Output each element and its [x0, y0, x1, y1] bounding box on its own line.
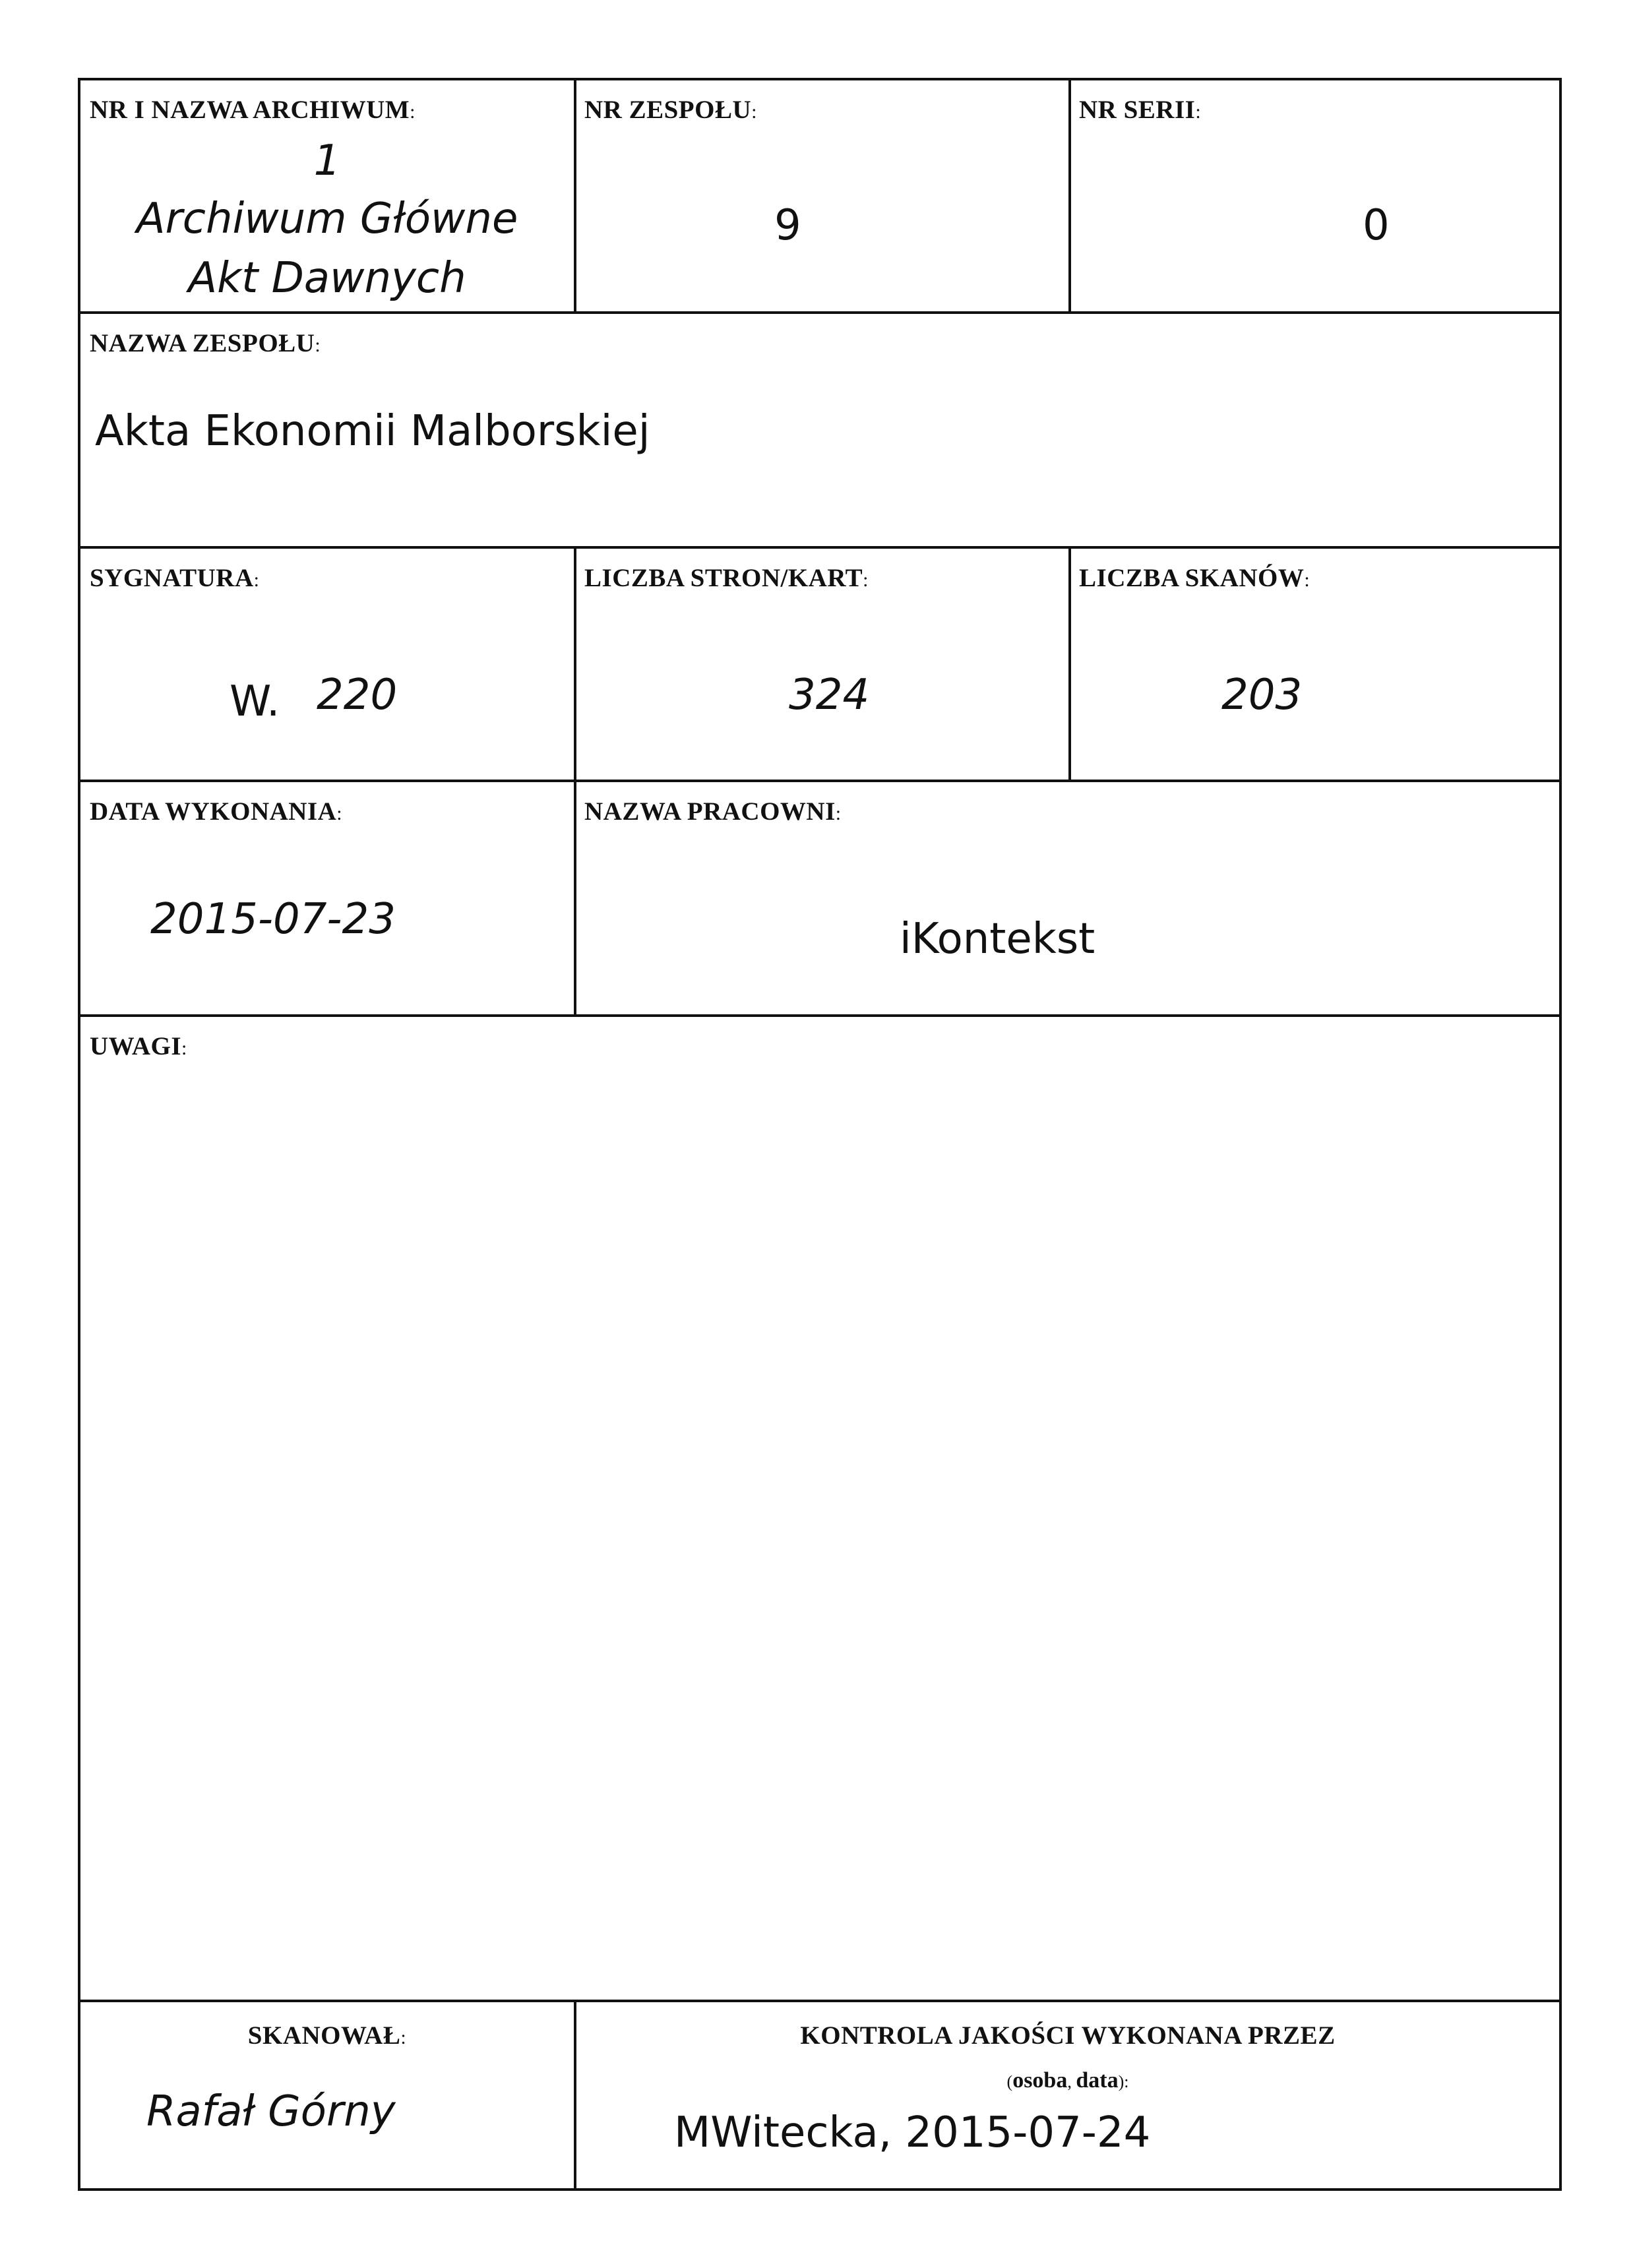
- signature-cell: [80, 549, 574, 780]
- workshop-label: [584, 797, 842, 826]
- quality-control-cell: [576, 2002, 1559, 2191]
- quality-control-date-label: data: [1076, 2068, 1119, 2093]
- quality-control-close-paren: ):: [1118, 2072, 1129, 2091]
- execution-date-value: 2015-07-23: [150, 895, 396, 944]
- scan-count-value: 203: [1221, 671, 1303, 720]
- fonds-name-label-colon: :: [315, 334, 321, 356]
- remarks-label: [90, 1031, 187, 1061]
- execution-date-label-colon: :: [336, 803, 343, 824]
- scanned-by-value: Rafał Górny: [146, 2087, 396, 2136]
- scanned-by-label-text: SKANOWAŁ: [247, 2021, 401, 2050]
- fonds-number-value: 9: [774, 201, 801, 250]
- series-number-label-text: NR SERII: [1079, 96, 1196, 124]
- scanned-by-cell: [80, 2002, 574, 2191]
- metadata-form: [78, 78, 1562, 2191]
- quality-control-open-paren: (: [1006, 2072, 1013, 2091]
- fonds-name-label-text: NAZWA ZESPOŁU: [90, 329, 315, 357]
- scanned-by-label-colon: :: [400, 2027, 407, 2048]
- archive-name-line2: Akt Dawnych: [188, 254, 466, 303]
- fonds-number-cell: [576, 80, 1068, 311]
- remarks-label-colon: :: [181, 1037, 187, 1059]
- archive-number: 1: [313, 137, 341, 185]
- page-count-label-colon: :: [863, 569, 869, 591]
- archive-label: [90, 95, 416, 125]
- quality-control-label: KONTROLA JAKOŚCI WYKONANA PRZEZ: [800, 2021, 1336, 2050]
- page-count-label: [584, 563, 869, 593]
- fonds-number-label-colon: :: [751, 101, 757, 123]
- fonds-number-label: [584, 95, 757, 125]
- signature-value: 220: [317, 671, 398, 720]
- scan-count-cell: [1071, 549, 1559, 780]
- remarks-label-text: UWAGI: [90, 1032, 182, 1060]
- fonds-name-label: [90, 328, 321, 358]
- execution-date-label: [90, 797, 342, 826]
- fonds-name-value: Akta Ekonomii Malborskiej: [95, 407, 650, 456]
- quality-control-person-label: osoba: [1012, 2068, 1068, 2093]
- page-count-value: 324: [789, 671, 870, 720]
- workshop-cell: [576, 782, 1559, 1014]
- page-count-label-text: LICZBA STRON/KART: [584, 564, 863, 592]
- quality-control-value: MWitecka, 2015-07-24: [674, 2108, 1151, 2157]
- workshop-value: iKontekst: [900, 915, 1095, 964]
- workshop-label-colon: :: [835, 803, 842, 824]
- scan-count-label: [1079, 563, 1310, 593]
- remarks-cell: [80, 1017, 1559, 2000]
- series-number-cell: [1071, 80, 1559, 311]
- signature-label-text: SYGNATURA: [90, 564, 254, 592]
- quality-control-separator: ,: [1067, 2072, 1076, 2091]
- series-number-value: 0: [1363, 201, 1390, 250]
- workshop-label-text: NAZWA PRACOWNI: [584, 797, 836, 826]
- series-number-label-colon: :: [1195, 101, 1202, 123]
- scan-count-label-text: LICZBA SKANÓW: [1079, 564, 1305, 592]
- quality-control-sublabel: [576, 2068, 1559, 2093]
- scan-count-label-colon: :: [1304, 569, 1311, 591]
- signature-prefix: W.: [230, 677, 280, 726]
- signature-label: [90, 563, 259, 593]
- archive-label-colon: :: [410, 101, 416, 123]
- series-number-label: [1079, 95, 1201, 125]
- fonds-name-cell: [80, 314, 1559, 546]
- execution-date-cell: [80, 782, 574, 1014]
- page-count-cell: [576, 549, 1068, 780]
- archive-cell: [80, 80, 574, 311]
- archive-name-line1: Archiwum Główne: [136, 195, 518, 243]
- archive-label-text: NR I NAZWA ARCHIWUM: [90, 96, 410, 124]
- fonds-number-label-text: NR ZESPOŁU: [584, 96, 752, 124]
- scanned-by-label: [80, 2021, 574, 2050]
- execution-date-label-text: DATA WYKONANIA: [90, 797, 337, 826]
- signature-label-colon: :: [253, 569, 260, 591]
